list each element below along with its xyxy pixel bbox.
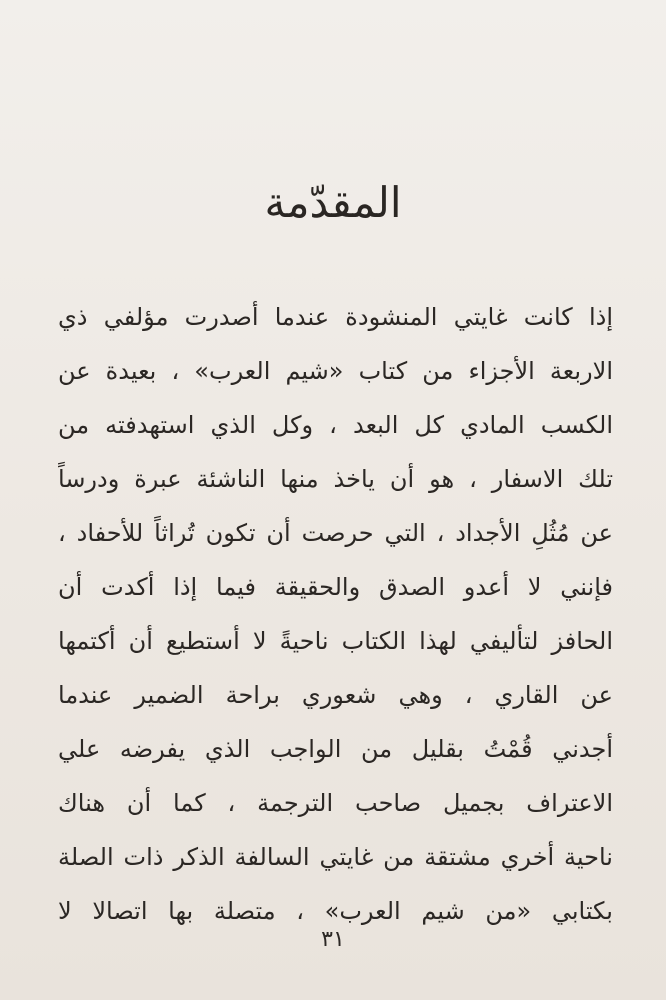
- text-line: أجدني قُمْتُ بقليل من الواجب الذي يفرضه علي: [58, 735, 613, 763]
- chapter-heading: المقدّمة: [264, 178, 402, 227]
- text-line: عن القاري ، وهي شعوري براحة الضمير عندما: [58, 681, 613, 709]
- text-line: الاربعة الأجزاء من كتاب «شيم العرب» ، بعيدة عن: [58, 357, 613, 385]
- page-number: ٣١: [321, 927, 345, 952]
- text-line: إذا كانت غايتي المنشودة عندما أصدرت مؤلفي ذي: [58, 303, 613, 331]
- text-line: فإنني لا أعدو الصدق والحقيقة فيما إذا أكدت أن: [58, 573, 613, 601]
- body-paragraph: [58, 290, 613, 938]
- text-line: الاعتراف بجميل صاحب الترجمة ، كما أن هناك: [58, 789, 613, 817]
- text-line: عن مُثُلِ الأجداد ، التي حرصت أن تكون تُراثاً للأحفاد ،: [58, 519, 613, 547]
- text-line: الكسب المادي كل البعد ، وكل الذي استهدفته من: [58, 411, 613, 439]
- text-line: ناحية أخري مشتقة من غايتي السالفة الذكر ذات الصلة: [58, 843, 613, 871]
- text-line: الحافز لتأليفي لهذا الكتاب ناحيةً لا أستطيع أن أكتمها: [58, 627, 613, 655]
- text-line: تلك الاسفار ، هو أن ياخذ منها الناشئة عبرة ودرساً: [58, 465, 613, 493]
- text-line: بكتابي «من شيم العرب» ، متصلة بها اتصالا لا: [58, 897, 613, 925]
